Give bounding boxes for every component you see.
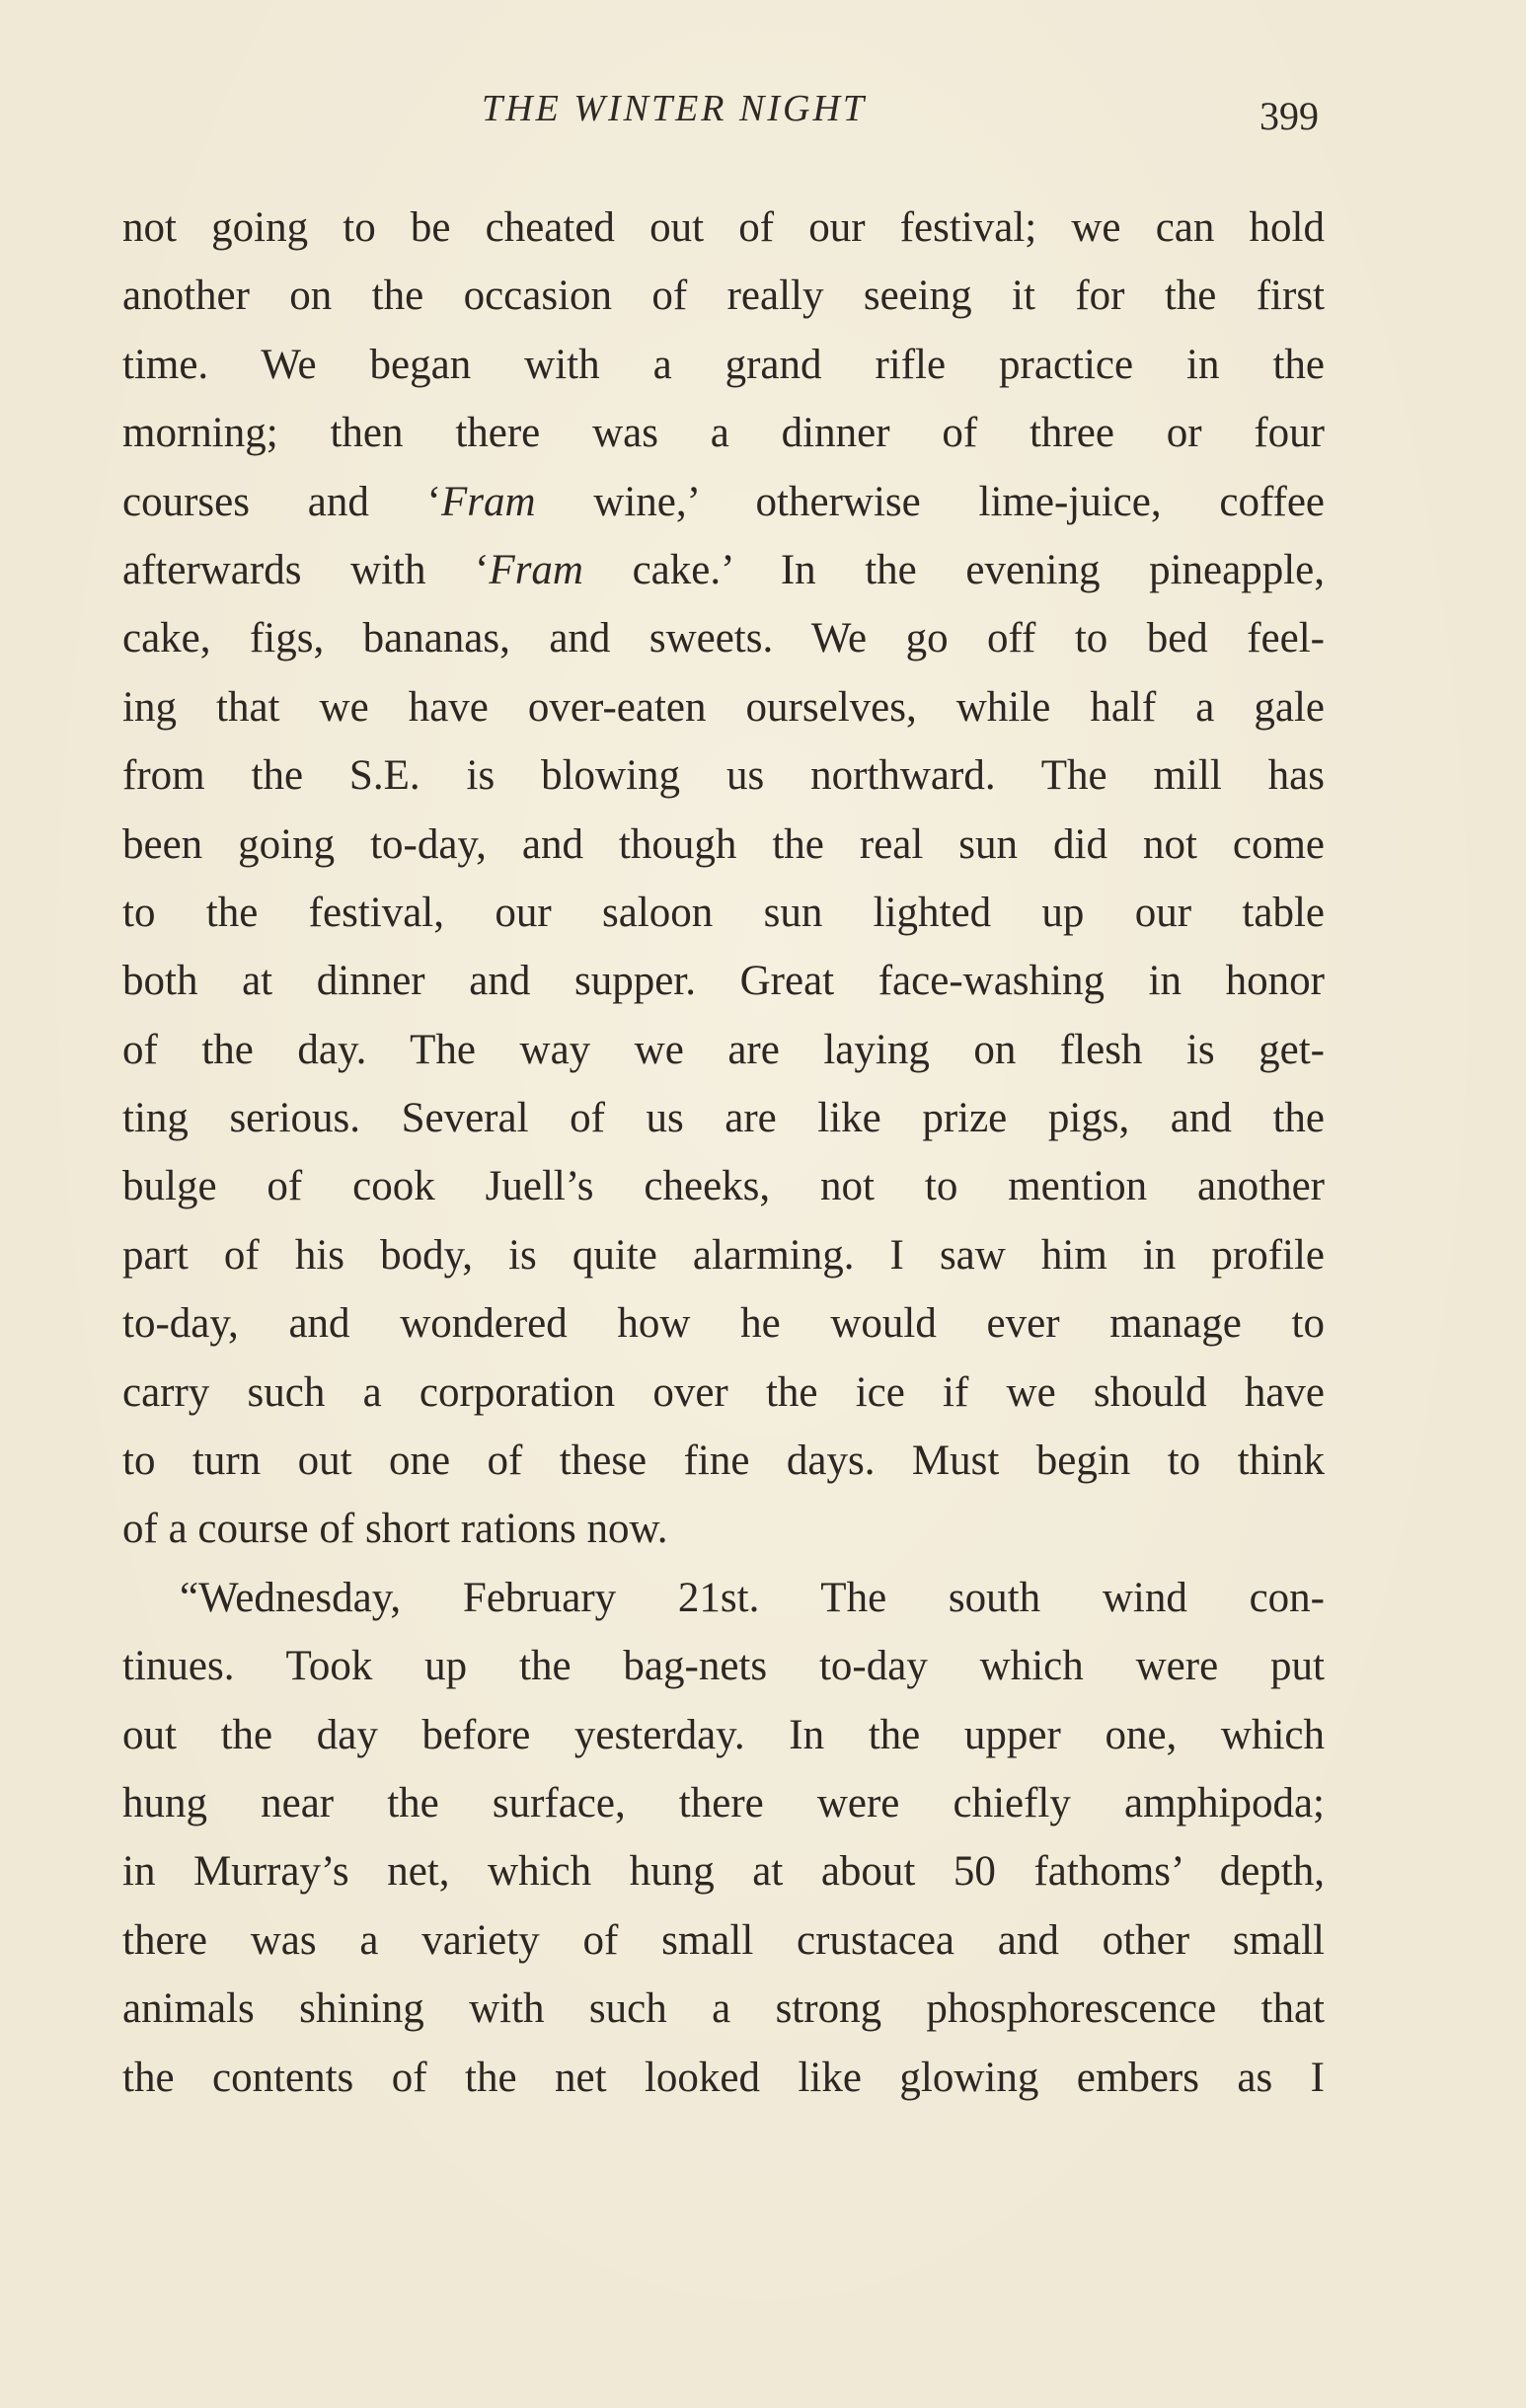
- text-line: animals shining with such a strong phosphorescence that: [122, 1985, 1325, 2033]
- text-line: not going to be cheated out of our festival; we can hold: [122, 204, 1325, 251]
- text-line: there was a variety of small crustacea and other small: [122, 1916, 1325, 1964]
- text-line: to turn out one of these fine days. Must begin to think: [122, 1437, 1325, 1485]
- text-line: ting serious. Several of us are like prize pigs, and the: [122, 1095, 1325, 1142]
- body-text: [122, 194, 1325, 2112]
- text-line: to the festival, our saloon sun lighted up our table: [122, 889, 1325, 936]
- text-line: “Wednesday, February 21st. The south wind con-: [180, 1574, 1325, 1621]
- text-line: to-day, and wondered how he would ever manage to: [122, 1300, 1325, 1348]
- text-line: carry such a corporation over the ice if we should have: [122, 1368, 1325, 1416]
- text-line: another on the occasion of really seeing it for the first: [122, 272, 1325, 320]
- text-line: morning; then there was a dinner of three or four: [122, 410, 1325, 457]
- text-line: of a course of short rations now.: [122, 1506, 668, 1553]
- page-number: 399: [1259, 94, 1319, 138]
- running-head: [0, 87, 1526, 146]
- text-line: bulge of cook Juell’s cheeks, not to mention another: [122, 1163, 1325, 1210]
- running-title: THE WINTER NIGHT: [482, 88, 868, 129]
- text-line: afterwards with ‘Fram cake.’ In the evening pineapple,: [122, 546, 1325, 593]
- text-line: of the day. The way we are laying on flesh is get-: [122, 1026, 1325, 1073]
- text-line: the contents of the net looked like glowing embers as I: [122, 2054, 1325, 2101]
- text-line: from the S.E. is blowing us northward. The mill has: [122, 752, 1325, 800]
- text-line: time. We began with a grand rifle practice in the: [122, 341, 1325, 388]
- text-line: been going to-day, and though the real sun did not come: [122, 820, 1325, 868]
- text-line: both at dinner and supper. Great face-washing in honor: [122, 958, 1325, 1005]
- text-line: hung near the surface, there were chiefly amphipoda;: [122, 1779, 1325, 1826]
- text-line: courses and ‘Fram wine,’ otherwise lime-juice, coffee: [122, 478, 1325, 525]
- text-line: part of his body, is quite alarming. I saw him in profile: [122, 1231, 1325, 1279]
- text-line: ing that we have over-eaten ourselves, while half a gale: [122, 683, 1325, 731]
- text-line: in Murray’s net, which hung at about 50 fathoms’ depth,: [122, 1848, 1325, 1896]
- text-line: out the day before yesterday. In the upper one, which: [122, 1711, 1325, 1758]
- text-line: cake, figs, bananas, and sweets. We go off to bed feel-: [122, 615, 1325, 662]
- text-line: tinues. Took up the bag-nets to-day which were put: [122, 1643, 1325, 1690]
